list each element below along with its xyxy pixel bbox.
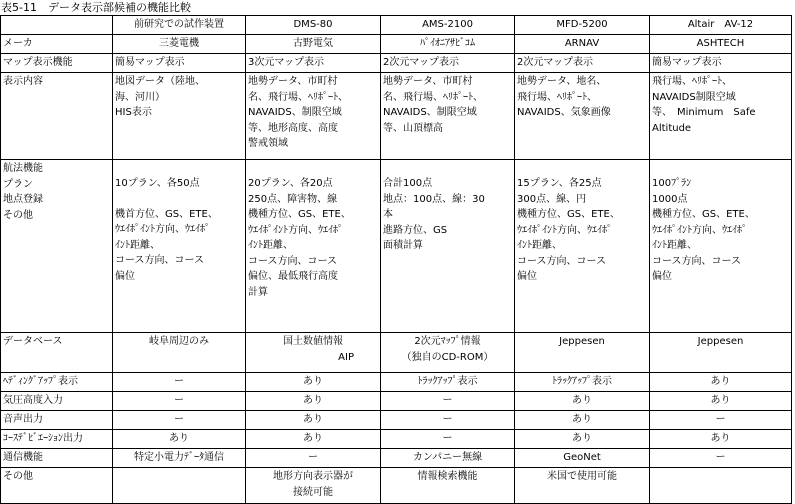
- row-label: ｺｰｽﾃﾞﾋﾞｴｰｼｮﾝ出力: [1, 430, 113, 449]
- cell-line: 250点、障害物、線: [248, 193, 338, 205]
- cell-heading_up-4: あり: [650, 373, 792, 392]
- cell-line: 本: [383, 209, 393, 220]
- cell-baro_input-0: ー: [113, 392, 246, 411]
- cell-map_function-3: 2次元マップ表示: [515, 54, 650, 73]
- cell-display_content-1: [246, 73, 381, 160]
- cell-display_content-3: [515, 73, 650, 160]
- cell-line: 接続可能: [293, 486, 333, 498]
- comparison-table: [0, 15, 792, 504]
- cell-audio-1: あり: [246, 411, 381, 430]
- row-course_deviation: [1, 430, 792, 449]
- cell-other-2: [381, 468, 515, 504]
- cell-line: 20プラン、各20点: [248, 178, 333, 189]
- cell-baro_input-2: ー: [381, 392, 515, 411]
- cell-line: 機種方位、GS、ETE、: [248, 209, 351, 220]
- cell-line: 地点登録: [3, 194, 43, 205]
- cell-map_function-1: 3次元マップ表示: [246, 54, 381, 73]
- cell-heading_up-0: ー: [113, 373, 246, 392]
- cell-line: ｲﾝﾄ距離、: [115, 239, 160, 251]
- cell-line: コース方向、コース: [652, 255, 741, 267]
- cell-display_content-4: [650, 73, 792, 160]
- cell-line: 航法機能: [3, 163, 43, 174]
- cell-line: Altitude: [652, 122, 692, 134]
- cell-line: プラン: [3, 178, 33, 190]
- cell-course_deviation-3: あり: [515, 430, 650, 449]
- cell-line: 岐阜周辺のみ: [149, 336, 209, 347]
- cell-database-4: [650, 333, 792, 373]
- cell-navigation-4: [650, 160, 792, 333]
- cell-line: 300点、線、円: [517, 193, 587, 205]
- row-label: [1, 160, 113, 333]
- row-label: 音声出力: [1, 411, 113, 430]
- cell-line: ｲﾝﾄ距離、: [248, 240, 293, 251]
- cell-line: 機首方位、GS、ETE、: [115, 208, 218, 220]
- cell-maker-1: 古野電気: [246, 35, 381, 54]
- row-maker: [1, 35, 792, 54]
- cell-line: その他: [3, 209, 33, 221]
- cell-line: ｳｴｲﾎﾟｲﾝﾄ方向、ｳｴｲﾎﾟ: [248, 224, 343, 236]
- cell-communication-4: ー: [650, 449, 792, 468]
- cell-line: 10プラン、各50点: [115, 178, 200, 189]
- cell-line: ｲﾝﾄ距離、: [517, 240, 562, 251]
- cell-navigation-2: [381, 160, 515, 333]
- cell-line: NAVAIDS制限空域: [652, 91, 736, 103]
- row-communication: [1, 449, 792, 468]
- cell-map_function-4: 簡易マップ表示: [650, 54, 792, 73]
- cell-map_function-2: 2次元マップ表示: [381, 54, 515, 73]
- cell-line: 地点：100点、線：30: [383, 193, 485, 205]
- header-col-4: Altair AV-12: [650, 16, 792, 35]
- cell-line: 面積計算: [383, 240, 423, 251]
- cell-course_deviation-1: あり: [246, 430, 381, 449]
- cell-communication-0: 特定小電力ﾃﾞｰﾀ通信: [113, 449, 246, 468]
- cell-audio-0: ー: [113, 411, 246, 430]
- cell-line: コース方向、コース: [115, 255, 204, 266]
- cell-line: 地形方向表示器が: [273, 471, 353, 482]
- cell-line: 等、 Minimum Safe: [652, 107, 756, 118]
- cell-map_function-0: 簡易マップ表示: [113, 54, 246, 73]
- cell-line: HIS表示: [115, 107, 152, 118]
- cell-line: 名、飛行場、ﾍﾘﾎﾟｰﾄ、: [383, 91, 483, 103]
- cell-audio-3: あり: [515, 411, 650, 430]
- cell-navigation-1: [246, 160, 381, 333]
- cell-line: 国土数値情報: [283, 336, 343, 347]
- cell-line: コース方向、コース: [517, 255, 606, 267]
- cell-line: 名、飛行場、ﾍﾘﾎﾟｰﾄ、: [248, 91, 348, 103]
- row-label: メーカ: [1, 35, 113, 54]
- cell-line: 等、山頂標高: [383, 122, 443, 134]
- cell-line: 偏位: [115, 270, 135, 282]
- cell-database-3: [515, 333, 650, 373]
- row-label: その他: [1, 468, 113, 504]
- row-map_function: [1, 54, 792, 73]
- header-col-1: DMS-80: [246, 16, 381, 35]
- cell-maker-0: 三菱電機: [113, 35, 246, 54]
- cell-line: Jeppesen: [559, 336, 605, 347]
- cell-course_deviation-2: ー: [381, 430, 515, 449]
- cell-other-4: [650, 468, 792, 504]
- row-other: [1, 468, 792, 504]
- table-caption: 表5-11 データ表示部候補の機能比較: [1, 1, 191, 14]
- header-col-0: 前研究での試作装置: [113, 16, 246, 35]
- cell-baro_input-4: あり: [650, 392, 792, 411]
- header-blank: [1, 16, 113, 35]
- cell-line: 偏位: [517, 271, 537, 282]
- row-label: 表示内容: [1, 73, 113, 160]
- cell-database-1: [246, 333, 381, 373]
- cell-line: ｳｴｲﾎﾟｲﾝﾄ方向、ｳｴｲﾎﾟ: [517, 224, 612, 236]
- cell-maker-4: ASHTECH: [650, 35, 792, 54]
- cell-line: NAVAIDS、気象画像: [517, 107, 611, 118]
- cell-line: 100ﾌﾟﾗﾝ: [652, 178, 692, 189]
- cell-baro_input-1: あり: [246, 392, 381, 411]
- cell-line: ｳｴｲﾎﾟｲﾝﾄ方向、ｳｴｲﾎﾟ: [115, 224, 210, 235]
- cell-heading_up-1: あり: [246, 373, 381, 392]
- row-baro_input: [1, 392, 792, 411]
- cell-line: 合計100点: [383, 178, 433, 189]
- cell-line: ｳｴｲﾎﾟｲﾝﾄ方向、ｳｴｲﾎﾟ: [652, 224, 747, 236]
- cell-line: 機種方位、GS、ETE、: [517, 209, 620, 220]
- cell-audio-2: ー: [381, 411, 515, 430]
- cell-communication-3: GeoNet: [515, 449, 650, 468]
- cell-line: コース方向、コース: [248, 255, 337, 267]
- cell-database-2: [381, 333, 515, 373]
- cell-line: 地勢データ、地名、: [517, 76, 607, 87]
- cell-line: 計算: [248, 286, 268, 298]
- cell-baro_input-3: あり: [515, 392, 650, 411]
- cell-line: 進路方位、GS: [383, 224, 448, 236]
- row-label: データベース: [1, 333, 113, 373]
- cell-database-0: [113, 333, 246, 373]
- cell-line: 2次元ﾏｯﾌﾟ情報: [414, 336, 481, 347]
- header-row: [1, 16, 792, 35]
- cell-line: ｲﾝﾄ距離、: [652, 240, 697, 251]
- cell-heading_up-3: ﾄﾗｯｸｱｯﾌﾟ表示: [515, 373, 650, 392]
- cell-maker-2: ﾊﾟｲｵﾆｱｻﾋﾞｺﾑ: [381, 35, 515, 54]
- cell-line: 偏位、最低飛行高度: [248, 271, 338, 282]
- cell-heading_up-2: ﾄﾗｯｸｱｯﾌﾟ表示: [381, 373, 515, 392]
- cell-navigation-3: [515, 160, 650, 333]
- header-col-2: AMS-2100: [381, 16, 515, 35]
- cell-display_content-0: [113, 73, 246, 160]
- cell-line: AIP: [338, 351, 354, 363]
- cell-line: 飛行場、ﾍﾘﾎﾟｰﾄ、: [517, 91, 597, 103]
- cell-line: 地勢データ、市町村: [248, 76, 338, 87]
- cell-course_deviation-0: あり: [113, 430, 246, 449]
- cell-line: 1000点: [652, 193, 688, 205]
- header-col-3: MFD-5200: [515, 16, 650, 35]
- row-label: マップ表示機能: [1, 54, 113, 73]
- cell-line: 飛行場、ﾍﾘﾎﾟｰﾄ、: [652, 76, 732, 87]
- cell-line: 地勢データ、市町村: [383, 76, 473, 87]
- cell-line: 15プラン、各25点: [517, 178, 602, 189]
- cell-line: 警戒領域: [248, 138, 288, 149]
- cell-display_content-2: [381, 73, 515, 160]
- cell-other-0: [113, 468, 246, 504]
- cell-line: 米国で使用可能: [547, 471, 617, 482]
- row-heading_up: [1, 373, 792, 392]
- cell-other-1: [246, 468, 381, 504]
- row-label: ﾍﾃﾞｨﾝｸﾞｱｯﾌﾟ表示: [1, 373, 113, 392]
- cell-line: 機種方位、GS、ETE、: [652, 209, 755, 220]
- cell-audio-4: ー: [650, 411, 792, 430]
- row-database: [1, 333, 792, 373]
- cell-line: （独自のCD-ROM）: [401, 351, 494, 363]
- cell-line: 情報検索機能: [417, 471, 478, 482]
- row-label: 気圧高度入力: [1, 392, 113, 411]
- cell-maker-3: ARNAV: [515, 35, 650, 54]
- cell-communication-2: カンパニー無線: [381, 449, 515, 468]
- cell-line: Jeppesen: [697, 336, 744, 347]
- cell-communication-1: ー: [246, 449, 381, 468]
- cell-line: 地図データ（陸地、: [115, 76, 205, 87]
- cell-line: NAVAIDS、制限空域: [383, 107, 477, 118]
- cell-line: 海、河川）: [115, 91, 165, 103]
- cell-line: 等、地形高度、高度: [248, 122, 338, 134]
- cell-line: 偏位: [652, 271, 672, 282]
- cell-course_deviation-4: あり: [650, 430, 792, 449]
- row-navigation: [1, 160, 792, 333]
- row-display_content: [1, 73, 792, 160]
- row-audio: [1, 411, 792, 430]
- cell-navigation-0: [113, 160, 246, 333]
- cell-other-3: [515, 468, 650, 504]
- cell-line: NAVAIDS、制限空域: [248, 107, 342, 118]
- row-label: 通信機能: [1, 449, 113, 468]
